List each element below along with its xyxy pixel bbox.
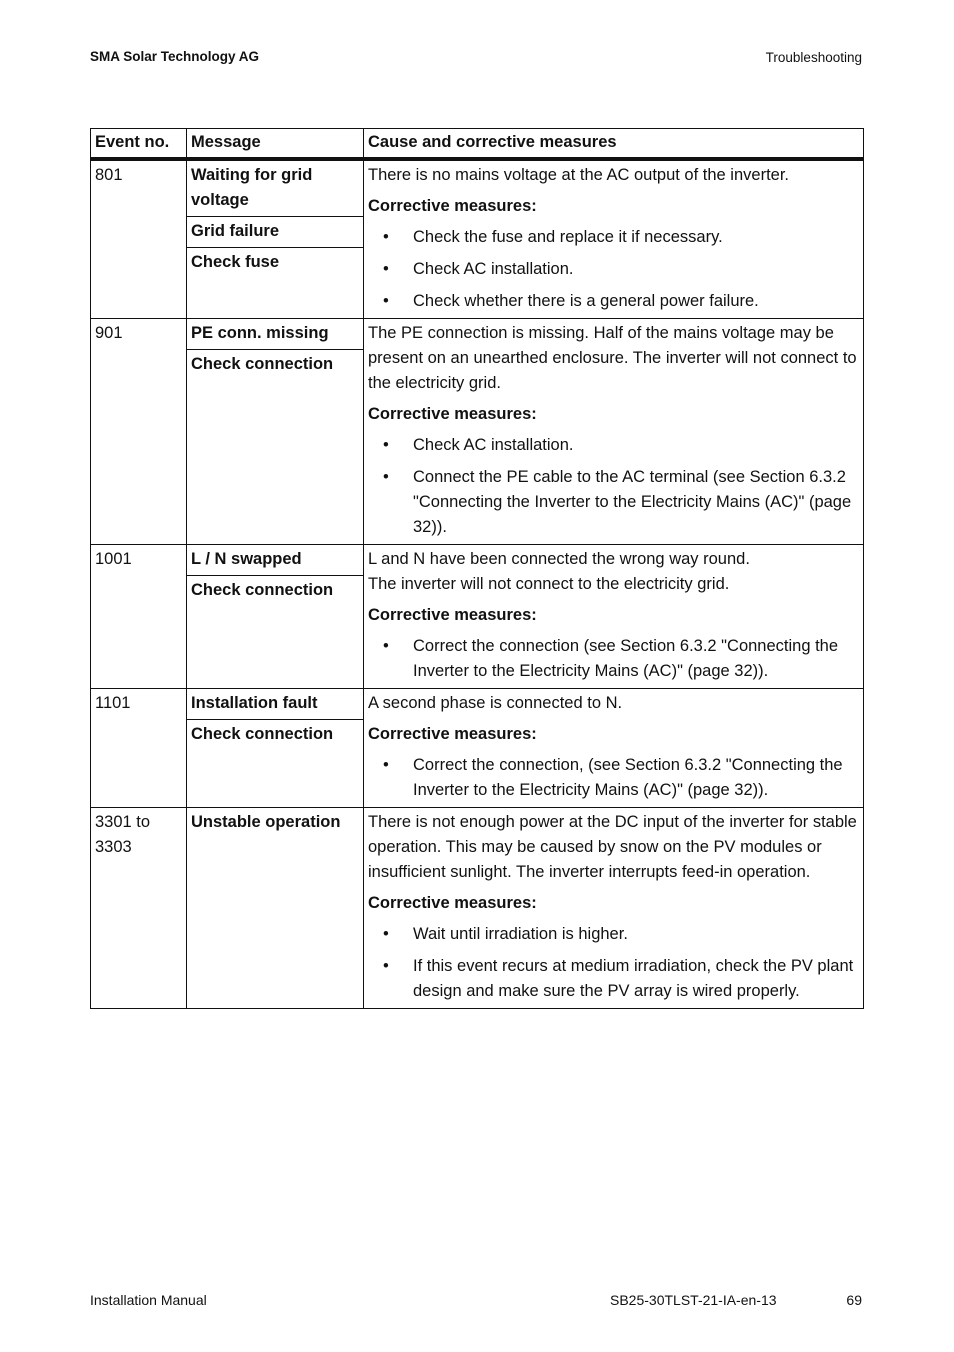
corrective-measures-label: Corrective measures: [368, 894, 537, 912]
list-item: • If this event recurs at medium irradiation, check the PV plant design and make sure the PV array is wired properly. [368, 954, 859, 1004]
header-company: SMA Solar Technology AG [90, 49, 260, 64]
measures-list [368, 433, 859, 540]
message-text: Installation fault [187, 689, 363, 720]
cause-text: L and N have been connected the wrong way round. [368, 550, 750, 568]
list-item: • Wait until irradiation is higher. [368, 922, 859, 947]
message-text: PE conn. missing [187, 319, 363, 350]
message-text: Check connection [191, 355, 334, 373]
list-item: • Correct the connection (see Section 6.3.2 "Connecting the Inverter to the Electricity Mains (AC)" (page 32)). [368, 634, 859, 684]
event-table [90, 128, 864, 1009]
cause-text: There is no mains voltage at the AC output of the inverter. [368, 166, 789, 184]
corrective-measures-label: Corrective measures: [368, 405, 537, 423]
column-header-message: Message [187, 129, 364, 160]
column-header-cause: Cause and corrective measures [364, 129, 864, 160]
footer-doc-code: SB25-30TLST-21-IA-en-13 [610, 1292, 777, 1308]
list-item: • Check the fuse and replace it if necessary. [368, 225, 859, 250]
footer-doc-type: Installation Manual [90, 1292, 207, 1308]
event-number: 801 [91, 159, 187, 319]
message-text: Check connection [191, 581, 334, 599]
message-cell [187, 808, 364, 1009]
message-cell [187, 319, 364, 545]
message-cell [187, 159, 364, 319]
table-row [91, 808, 864, 1009]
event-number: 1101 [91, 689, 187, 808]
cause-cell [364, 159, 864, 319]
message-cell [187, 689, 364, 808]
message-text: Grid failure [187, 217, 363, 248]
list-item: • Check AC installation. [368, 433, 859, 458]
list-item: • Check AC installation. [368, 257, 859, 282]
cause-text: The PE connection is missing. Half of the mains voltage may be present on an unearthed enclosure. The inverter will not connect to the electricity grid. [368, 324, 857, 392]
message-text: Waiting for grid voltage [187, 161, 363, 217]
corrective-measures-label: Corrective measures: [368, 606, 537, 624]
message-text: Check connection [191, 725, 334, 743]
list-item: • Correct the connection, (see Section 6.3.2 "Connecting the Inverter to the Electricity Mains (AC)" (page 32)). [368, 753, 859, 803]
measures-list [368, 753, 859, 803]
event-number: 3301 to 3303 [91, 808, 187, 1009]
measures-list [368, 225, 859, 314]
table-row [91, 689, 864, 808]
page-number: 69 [846, 1292, 862, 1308]
message-text: Unstable operation [191, 813, 341, 831]
cause-cell [364, 319, 864, 545]
corrective-measures-label: Corrective measures: [368, 197, 537, 215]
corrective-measures-label: Corrective measures: [368, 725, 537, 743]
table-header-row [91, 129, 864, 160]
cause-text: The inverter will not connect to the electricity grid. [368, 575, 730, 593]
message-text: L / N swapped [187, 545, 363, 576]
measures-list [368, 634, 859, 684]
event-number: 1001 [91, 545, 187, 689]
cause-cell [364, 808, 864, 1009]
measures-list [368, 922, 859, 1004]
cause-cell [364, 545, 864, 689]
cause-text: There is not enough power at the DC input of the inverter for stable operation. This may be caused by snow on the PV modules or insufficient sunlight. The inverter interrupts feed-in operation. [368, 813, 857, 881]
header-section: Troubleshooting [765, 50, 862, 65]
cause-text: A second phase is connected to N. [368, 694, 623, 712]
cause-cell [364, 689, 864, 808]
message-cell [187, 545, 364, 689]
message-text: Check fuse [191, 253, 280, 271]
table-row [91, 159, 864, 319]
event-number: 901 [91, 319, 187, 545]
table-row [91, 319, 864, 545]
column-header-event: Event no. [91, 129, 187, 160]
list-item: • Connect the PE cable to the AC terminal (see Section 6.3.2 "Connecting the Inverter to the Electricity Mains (AC)" (page 32)). [368, 465, 859, 540]
list-item: • Check whether there is a general power failure. [368, 289, 859, 314]
table-row [91, 545, 864, 689]
